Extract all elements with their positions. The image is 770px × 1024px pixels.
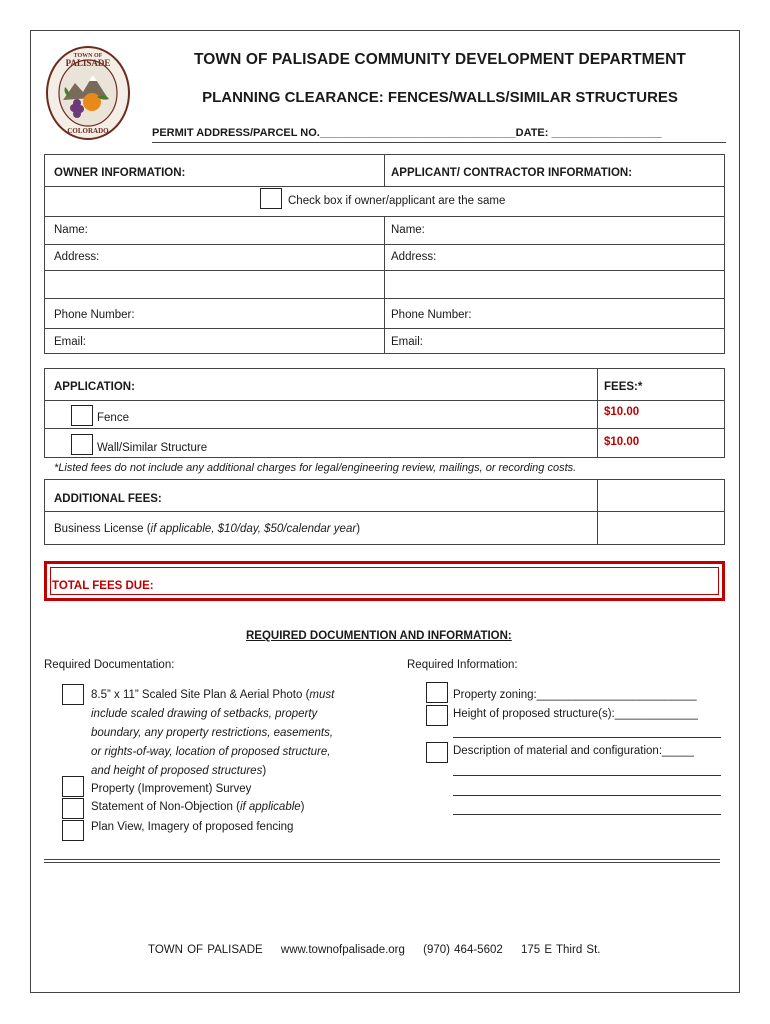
applicant-phone-field[interactable]: Phone Number: <box>391 309 472 321</box>
town-seal-logo <box>45 45 131 141</box>
business-license-row <box>54 523 360 535</box>
zoning-field[interactable]: Property zoning:_________________________ <box>453 689 697 701</box>
description-field-line-4[interactable] <box>453 814 721 815</box>
fence-label: Fence <box>97 412 129 424</box>
non-objection-text: Statement of Non-Objection (if applicable) <box>91 801 305 813</box>
fees-heading: FEES:* <box>604 381 643 393</box>
required-section-title: REQUIRED DOCUMENTION AND INFORMATION: <box>246 630 512 642</box>
non-objection-checkbox[interactable] <box>62 798 84 819</box>
bottom-rule <box>44 859 720 860</box>
business-license-suffix: ) <box>356 523 361 535</box>
applicant-address-field[interactable]: Address: <box>391 251 437 263</box>
height-checkbox[interactable] <box>426 705 448 726</box>
business-license-terms: if applicable, $10/day, $50/calendar year <box>150 523 357 535</box>
site-plan-text: 8.5” x 11” Scaled Site Plan & Aerial Photo (must include scaled drawing of setbacks, property boundary, any property restrictions, easements, or rights-of-way, location of proposed structure, and height of proposed structures) <box>91 689 335 777</box>
plan-view-checkbox[interactable] <box>62 820 84 841</box>
description-field[interactable]: Description of material and configuration:_____ <box>453 745 695 757</box>
same-owner-applicant-label: Check box if owner/applicant are the same <box>288 195 506 207</box>
application-heading: APPLICATION: <box>54 381 135 393</box>
fees-footnote: *Listed fees do not include any additional charges for legal/engineering review, mailings, or recording costs. <box>54 462 577 474</box>
logo-bottom-text: COLORADO <box>67 127 109 135</box>
applicant-name-field[interactable]: Name: <box>391 224 425 236</box>
site-plan-checkbox[interactable] <box>62 684 84 705</box>
wall-label: Wall/Similar Structure <box>97 442 208 454</box>
owner-address-field[interactable]: Address: <box>54 251 100 263</box>
additional-fees-table <box>44 479 725 545</box>
footer-town: TOWN OF PALISADE <box>148 944 263 956</box>
logo-main-text: PALISADE <box>65 58 111 68</box>
description-checkbox[interactable] <box>426 742 448 763</box>
description-field-line-3[interactable] <box>453 795 721 796</box>
owner-phone-field[interactable]: Phone Number: <box>54 309 135 321</box>
document-subtitle: PLANNING CLEARANCE: FENCES/WALLS/SIMILAR STRUCTURES <box>202 89 678 106</box>
zoning-checkbox[interactable] <box>426 682 448 703</box>
survey-checkbox[interactable] <box>62 776 84 797</box>
survey-text: Property (Improvement) Survey <box>91 783 252 795</box>
total-fees-label: TOTAL FEES DUE: <box>52 580 154 592</box>
additional-fees-heading: ADDITIONAL FEES: <box>54 493 162 505</box>
footer <box>148 944 614 956</box>
fence-checkbox[interactable] <box>71 405 93 426</box>
owner-email-field[interactable]: Email: <box>54 336 86 348</box>
owner-info-heading: OWNER INFORMATION: <box>54 167 186 179</box>
height-field[interactable]: Height of proposed structure(s):_____________ <box>453 708 698 720</box>
document-title: TOWN OF PALISADE COMMUNITY DEVELOPMENT DEPARTMENT <box>193 51 686 68</box>
fence-fee: $10.00 <box>604 406 640 418</box>
footer-website[interactable]: www.townofpalisade.org <box>280 944 405 956</box>
footer-address: 175 E Third St. <box>520 944 601 956</box>
height-field-line-2[interactable] <box>453 737 721 738</box>
wall-fee: $10.00 <box>604 436 640 448</box>
same-owner-applicant-checkbox[interactable] <box>260 188 282 209</box>
description-field-line-2[interactable] <box>453 775 721 776</box>
logo-top-text: TOWN OF <box>73 53 103 59</box>
business-license-prefix: Business License ( <box>54 523 151 535</box>
permit-address-field[interactable]: PERMIT ADDRESS/PARCEL NO.________________________________DATE: __________________ <box>152 127 662 139</box>
wall-checkbox[interactable] <box>71 434 93 455</box>
owner-name-field[interactable]: Name: <box>54 224 88 236</box>
applicant-info-heading: APPLICANT/ CONTRACTOR INFORMATION: <box>391 167 633 179</box>
header-rule <box>152 142 726 143</box>
plan-view-text: Plan View, Imagery of proposed fencing <box>91 821 294 833</box>
required-documentation-heading: Required Documentation: <box>44 659 175 671</box>
required-information-heading: Required Information: <box>407 659 518 671</box>
footer-phone: (970) 464-5602 <box>423 944 503 956</box>
applicant-email-field[interactable]: Email: <box>391 336 423 348</box>
